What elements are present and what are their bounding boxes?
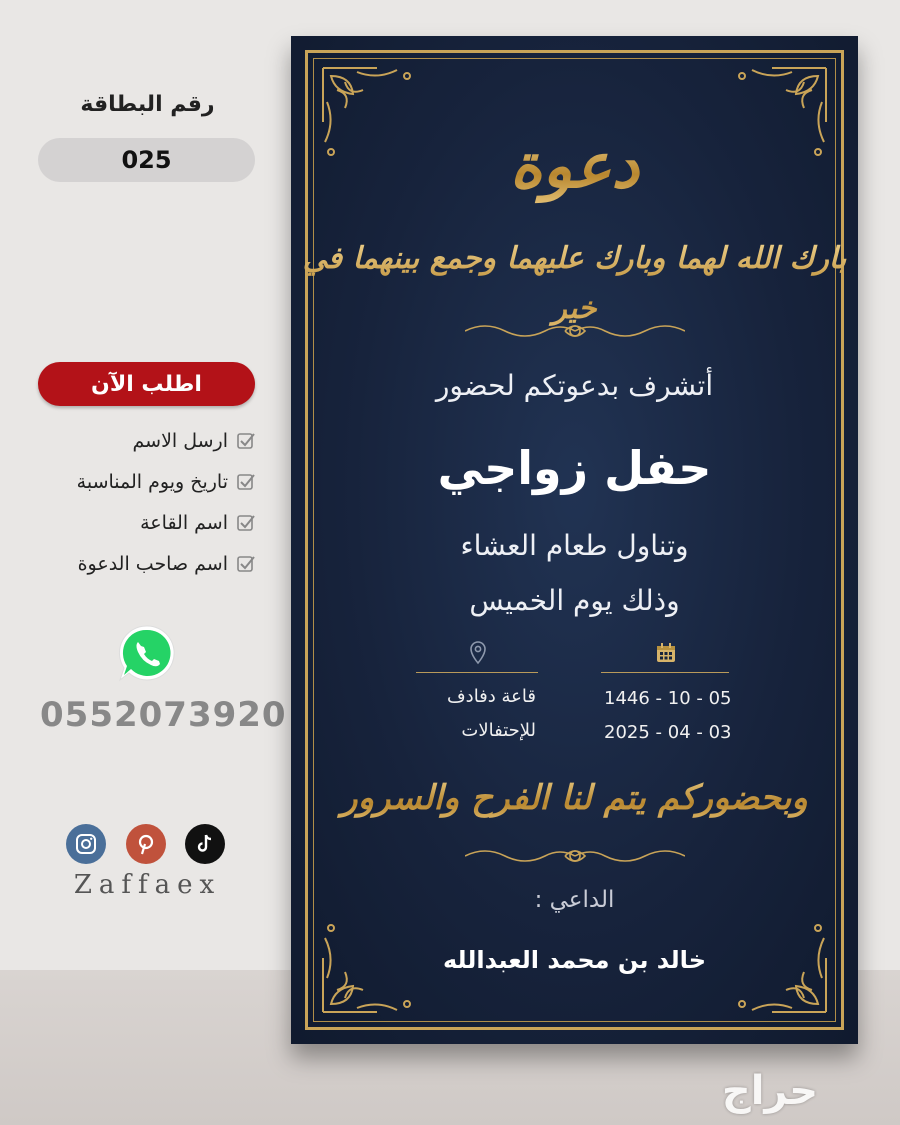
gregorian-date: 2025 - 04 - 03	[604, 722, 732, 743]
brand-name: Zaffaex	[73, 870, 222, 900]
checklist-item	[38, 502, 256, 543]
checkbox-checked-icon	[236, 513, 256, 533]
ornament-divider	[465, 844, 685, 868]
card-number-label: رقم البطاقة	[80, 92, 215, 117]
card-number-badge: 025	[38, 138, 255, 182]
checkbox-checked-icon	[236, 554, 256, 574]
checklist-item-label: ارسل الاسم	[132, 429, 228, 452]
day-line: وذلك يوم الخميس	[469, 584, 680, 617]
checklist-item-label: اسم صاحب الدعوة	[77, 552, 228, 575]
invitation-intro: أتشرف بدعوتكم لحضور	[435, 369, 714, 402]
checklist-item-label: اسم القاعة	[140, 511, 228, 534]
checklist-item	[38, 543, 256, 584]
instagram-icon[interactable]	[66, 824, 106, 864]
venue-name: قاعة دفادف	[447, 686, 536, 707]
calendar-icon	[655, 642, 677, 664]
checklist-item-label: تاريخ ويوم المناسبة	[76, 470, 228, 493]
date-column-line	[601, 672, 729, 673]
location-pin-icon	[468, 640, 488, 666]
tiktok-icon[interactable]	[185, 824, 225, 864]
venue-column-line	[416, 672, 538, 673]
watermark-logo: حراج	[721, 1068, 819, 1114]
event-name: حفل زواجي	[437, 441, 712, 495]
hijri-date: 1446 - 10 - 05	[604, 688, 732, 709]
social-icons	[66, 824, 226, 866]
blessing-calligraphy: بارك الله لهما وبارك عليهما وجمع بينهما في خير	[291, 234, 858, 334]
invitation-card	[291, 36, 858, 1044]
checkbox-checked-icon	[236, 431, 256, 451]
dinner-line: وتناول طعام العشاء	[460, 529, 689, 562]
ornament-divider	[465, 319, 685, 343]
order-now-button[interactable]: اطلب الآن	[38, 362, 255, 406]
checkbox-checked-icon	[236, 472, 256, 492]
whatsapp-icon[interactable]	[116, 622, 178, 684]
closing-calligraphy: وبحضوركم يتم لنا الفرح والسرور	[291, 770, 858, 826]
invitation-title: دعوة	[291, 124, 858, 208]
host-label: الداعي :	[534, 887, 615, 913]
host-name: خالد بن محمد العبدالله	[442, 946, 706, 974]
venue-type: للإحتفالات	[461, 720, 536, 741]
phone-number[interactable]: 0552073920	[40, 695, 287, 735]
pinterest-icon[interactable]	[126, 824, 166, 864]
requirements-checklist	[38, 420, 256, 584]
checklist-item	[38, 461, 256, 502]
checklist-item	[38, 420, 256, 461]
